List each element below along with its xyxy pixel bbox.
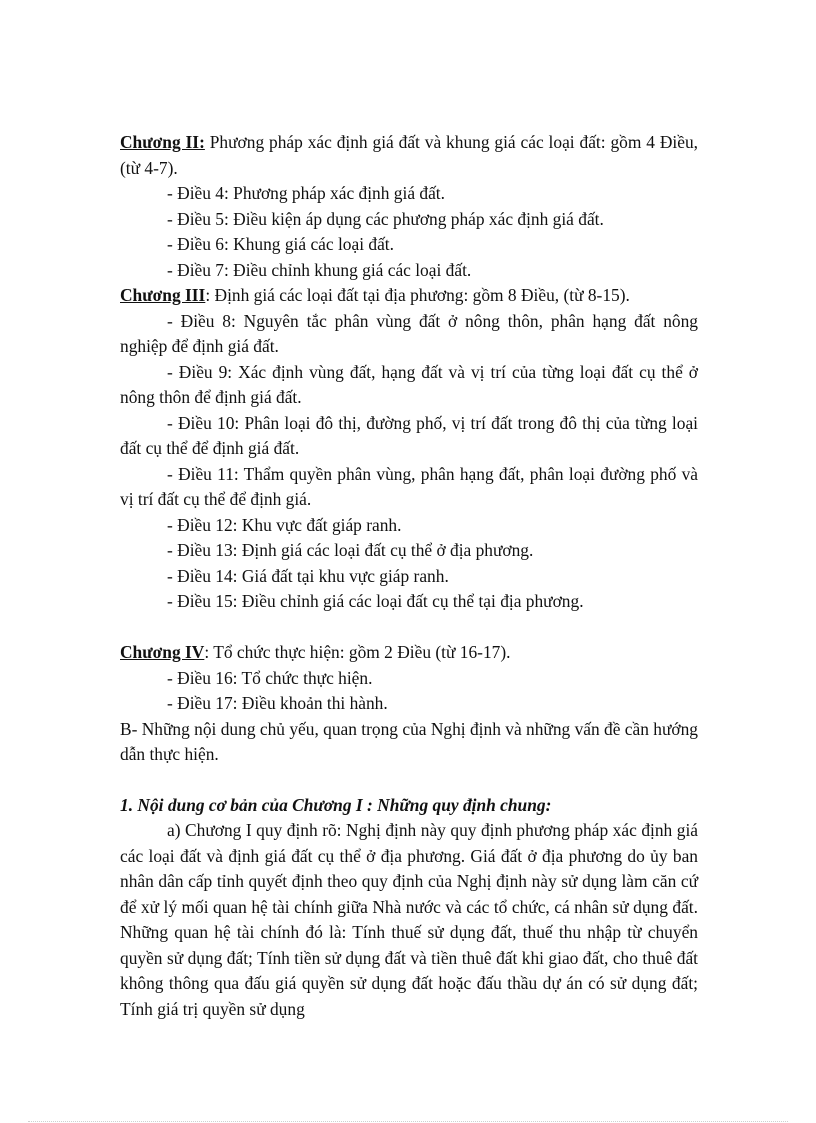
article-16: - Điều 16: Tổ chức thực hiện.: [167, 667, 373, 688]
chapter-3-summary: [120, 283, 698, 309]
spacer: [120, 615, 698, 641]
page-bottom-rule: [28, 1121, 788, 1122]
article-7: - Điều 7: Điều chỉnh khung giá các loại đất.: [167, 259, 472, 280]
article-4: - Điều 4: Phương pháp xác định giá đất.: [167, 183, 445, 203]
article-11: - Điều 11: Thẩm quyền phân vùng, phân hạng đất, phân loại đường phố và vị trí đất cụ thể để định giá.: [120, 463, 698, 509]
chapter-2-summary: [120, 130, 698, 181]
paragraph-a: a) Chương I quy định rõ: Nghị định này quy định phương pháp xác định giá các loại đất và định giá đất cụ thể ở địa phương. Giá đất ở địa phương do ủy ban nhân dân cấp tỉnh quyết định theo quy định của Nghị định này sử dụng làm căn cứ để xử lý mối quan hệ tài chính giữa Nhà nước và các tổ chức, cá nhân sử dụng đất. Những quan hệ tài chính đó là: Tính thuế sử dụng đất, thuế thu nhập từ chuyển quyền sử dụng đất; Tính tiền sử dụng đất và tiền thuê đất khi giao đất, cho thuê đất không thông qua đấu giá quyền sử dụng đất hoặc đấu thầu dự án có sử dụng đất; Tính giá trị quyền sử dụng: [120, 820, 698, 1019]
article-15: - Điều 15: Điều chỉnh giá các loại đất cụ thể tại địa phương.: [167, 591, 584, 611]
chapter-3-title: Chương III: [120, 285, 206, 305]
article-6: - Điều 6: Khung giá các loại đất.: [167, 234, 394, 254]
chapter-4-title: Chương IV: [120, 642, 205, 662]
chapter-4-description: : Tổ chức thực hiện: gồm 2 Điều (từ 16-17).: [204, 642, 511, 662]
article-9: - Điều 9: Xác định vùng đất, hạng đất và vị trí của từng loại đất cụ thể ở nông thôn để định giá đất.: [120, 361, 698, 407]
chapter-4-summary: [120, 640, 698, 666]
chapter-2-title: Chương II:: [120, 132, 205, 152]
document-page: [120, 130, 698, 1022]
chapter-3-description: : Định giá các loại đất tại địa phương: gồm 8 Điều, (từ 8-15).: [205, 285, 630, 305]
article-12: - Điều 12: Khu vực đất giáp ranh.: [167, 514, 402, 535]
article-8: - Điều 8: Nguyên tắc phân vùng đất ở nông thôn, phân hạng đất nông nghiệp để định giá đất.: [120, 310, 698, 356]
article-10: - Điều 10: Phân loại đô thị, đường phố, vị trí đất trong đô thị của từng loại đất cụ thể để định giá đất.: [120, 412, 698, 458]
chapter-2-description: Phương pháp xác định giá đất và khung giá các loại đất: gồm 4 Điều, (từ 4-7).: [120, 132, 698, 178]
article-17: - Điều 17: Điều khoản thi hành.: [167, 693, 388, 713]
article-5: - Điều 5: Điều kiện áp dụng các phương pháp xác định giá đất.: [167, 208, 604, 229]
article-14: - Điều 14: Giá đất tại khu vực giáp ranh.: [167, 565, 449, 586]
article-13: - Điều 13: Định giá các loại đất cụ thể ở địa phương.: [167, 540, 534, 560]
section-b: B- Những nội dung chủ yếu, quan trọng của Nghị định và những vấn đề cần hướng dẫn thực hiện.: [120, 718, 698, 764]
section-1-heading: 1. Nội dung cơ bản của Chương I : Những quy định chung:: [120, 794, 552, 815]
